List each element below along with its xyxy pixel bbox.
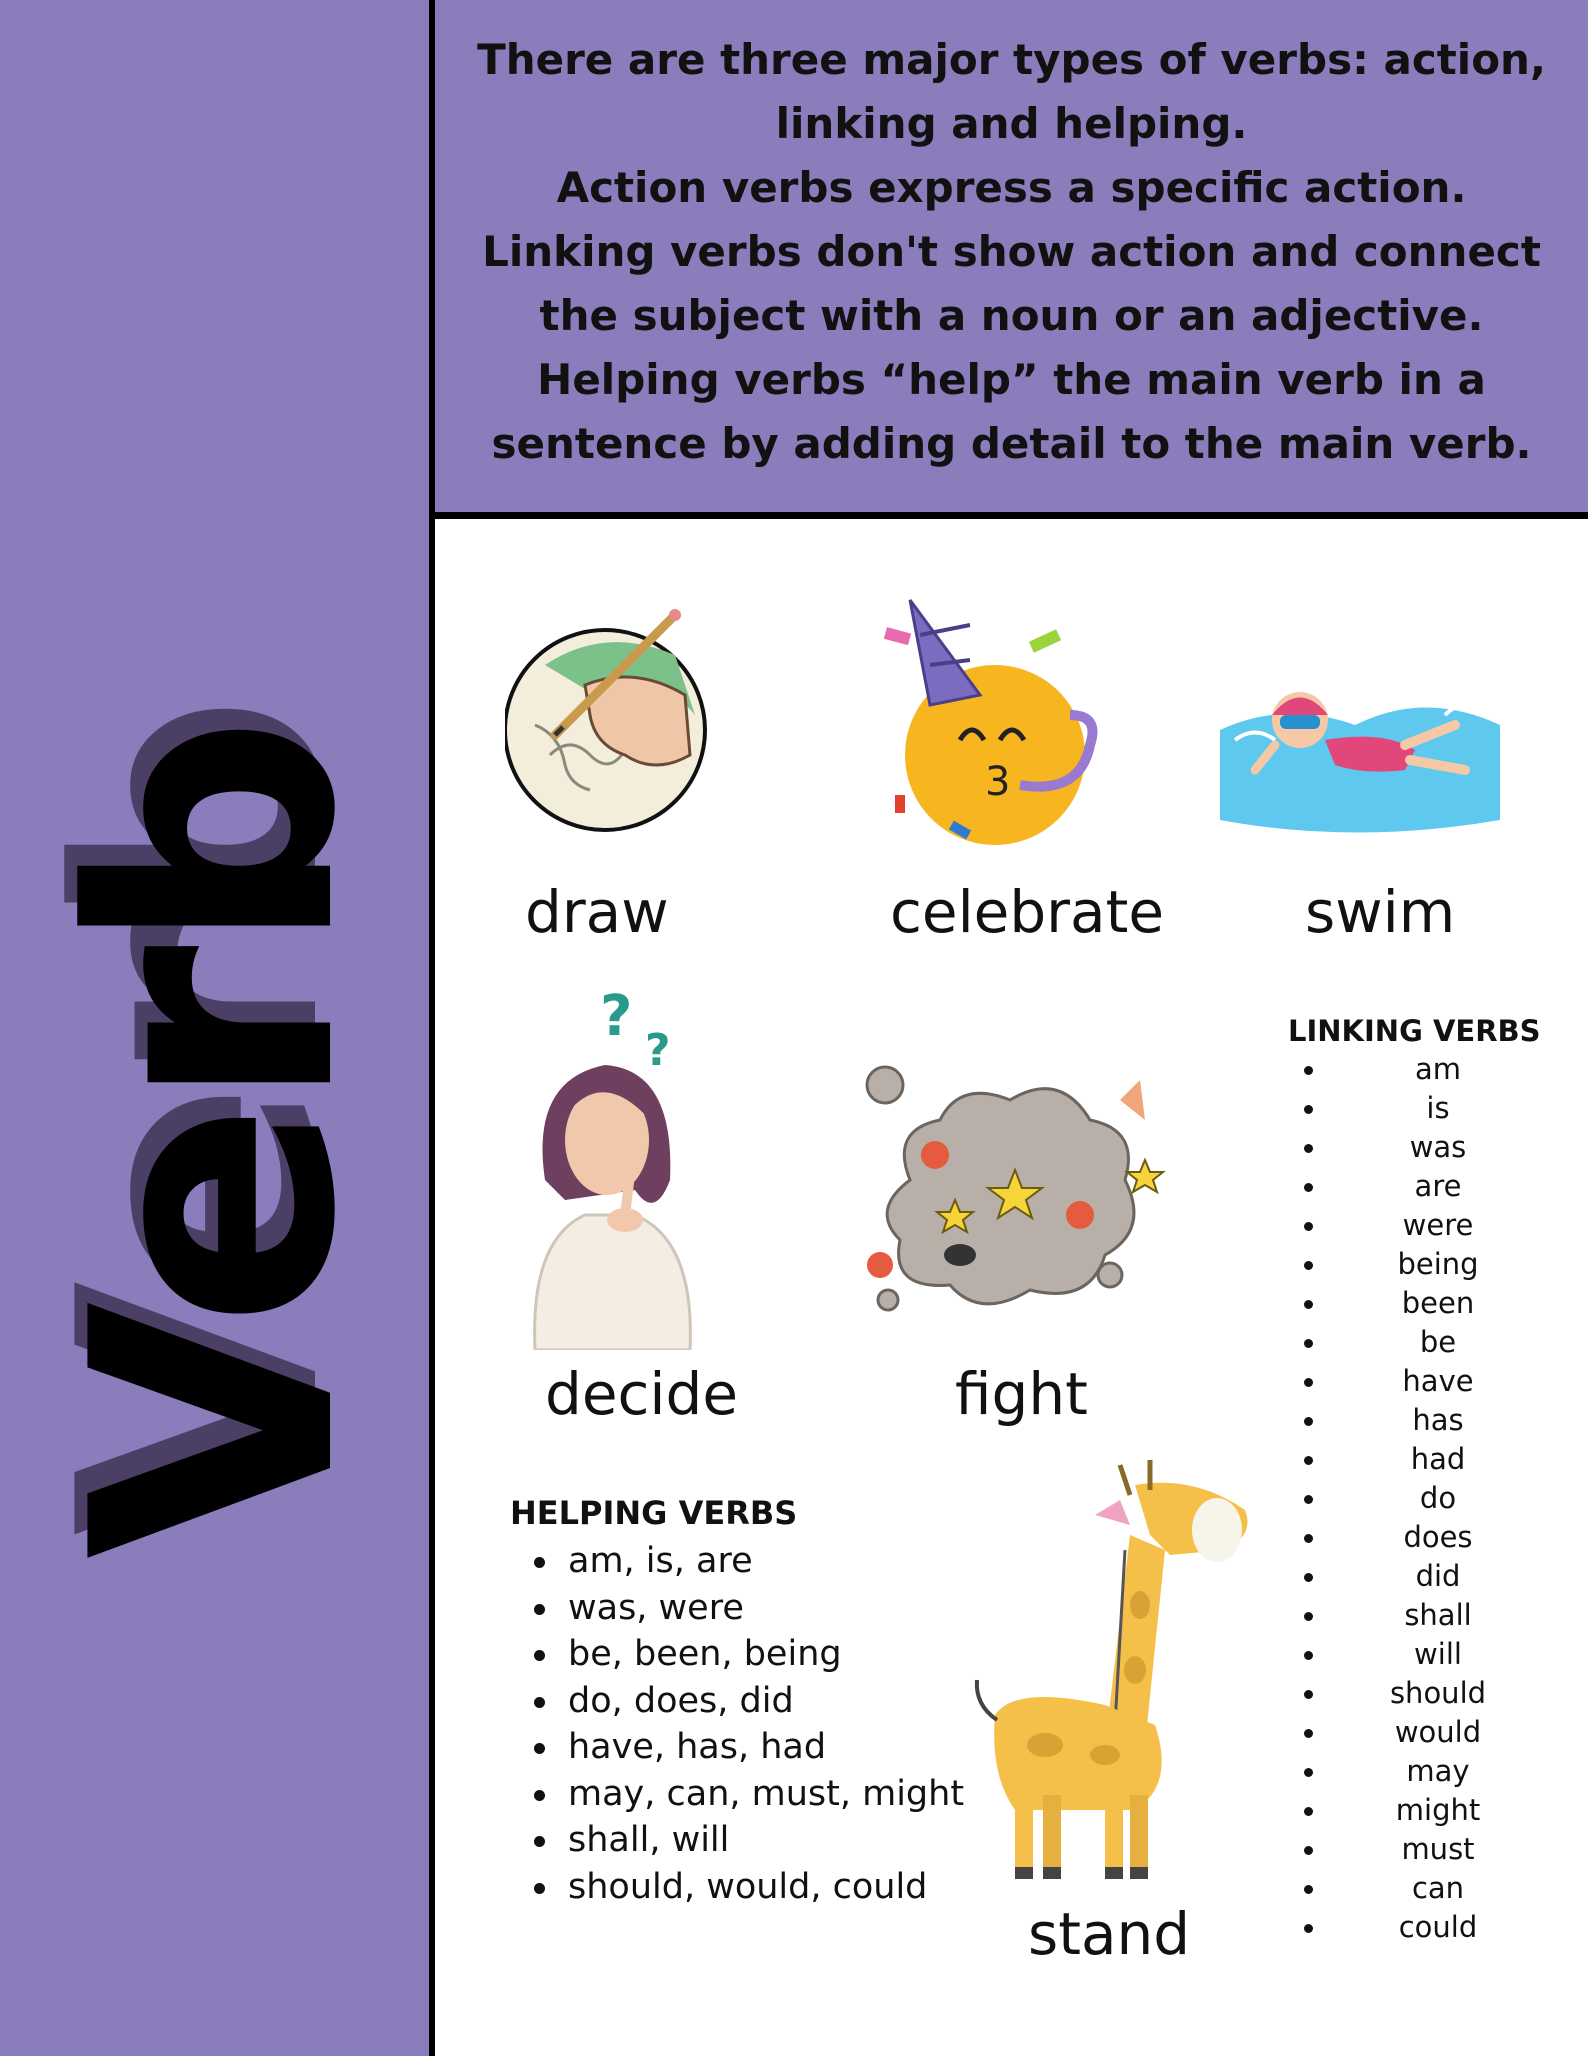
verb-label-celebrate: celebrate: [890, 878, 1164, 946]
thinking-woman-illustration: [525, 990, 715, 1350]
intro-text: [455, 28, 1568, 476]
svg-text:?: ?: [600, 990, 633, 1049]
verb-label-stand: stand: [1028, 1900, 1191, 1968]
giraffe-illustration: [955, 1455, 1255, 1895]
drawing-hand-illustration: [505, 605, 725, 840]
title-area: [0, 0, 430, 2056]
list-item: might: [1290, 1791, 1550, 1830]
verb-label-fight: fight: [955, 1360, 1088, 1428]
intro-line-types: There are three major types of verbs: action, linking and helping.: [477, 35, 1546, 148]
list-item: am, is, are: [510, 1538, 964, 1585]
list-item: am: [1290, 1050, 1550, 1089]
verb-label-decide: decide: [545, 1360, 739, 1428]
list-item: was: [1290, 1128, 1550, 1167]
intro-line-helping: Helping verbs “help” the main verb in a sentence by adding detail to the main verb.: [491, 355, 1532, 468]
list-item: do, does, did: [510, 1678, 964, 1725]
verb-label-draw: draw: [525, 878, 669, 946]
fight-cloud-illustration: [850, 1060, 1170, 1330]
intro-line-linking: Linking verbs don't show action and connect the subject with a noun or an adjective.: [482, 227, 1541, 340]
list-item: was, were: [510, 1585, 964, 1632]
list-item: be: [1290, 1323, 1550, 1362]
list-item: may: [1290, 1752, 1550, 1791]
list-item: being: [1290, 1245, 1550, 1284]
list-item: been: [1290, 1284, 1550, 1323]
list-item: will: [1290, 1635, 1550, 1674]
list-item: have, has, had: [510, 1724, 964, 1771]
linking-verbs-list: [1290, 1050, 1550, 1947]
list-item: is: [1290, 1089, 1550, 1128]
svg-text:3: 3: [985, 759, 1011, 805]
swimmer-illustration: [1215, 670, 1505, 840]
page-title: Verb: [23, 721, 407, 1559]
intro-line-action: Action verbs express a specific action.: [556, 163, 1467, 212]
svg-text:?: ?: [645, 1025, 671, 1076]
list-item: must: [1290, 1830, 1550, 1869]
linking-verbs-title: LINKING VERBS: [1288, 1014, 1541, 1048]
list-item: should: [1290, 1674, 1550, 1713]
list-item: does: [1290, 1518, 1550, 1557]
list-item: could: [1290, 1908, 1550, 1947]
horizontal-divider: [435, 512, 1588, 519]
list-item: may, can, must, might: [510, 1771, 964, 1818]
list-item: did: [1290, 1557, 1550, 1596]
list-item: shall, will: [510, 1817, 964, 1864]
helping-verbs-list: [510, 1538, 964, 1910]
list-item: do: [1290, 1479, 1550, 1518]
list-item: has: [1290, 1401, 1550, 1440]
party-emoji-illustration: [870, 595, 1130, 855]
list-item: can: [1290, 1869, 1550, 1908]
helping-verbs-title: HELPING VERBS: [510, 1494, 798, 1532]
list-item: have: [1290, 1362, 1550, 1401]
verb-label-swim: swim: [1305, 878, 1456, 946]
list-item: were: [1290, 1206, 1550, 1245]
list-item: would: [1290, 1713, 1550, 1752]
list-item: had: [1290, 1440, 1550, 1479]
list-item: are: [1290, 1167, 1550, 1206]
list-item: should, would, could: [510, 1864, 964, 1911]
list-item: be, been, being: [510, 1631, 964, 1678]
list-item: shall: [1290, 1596, 1550, 1635]
